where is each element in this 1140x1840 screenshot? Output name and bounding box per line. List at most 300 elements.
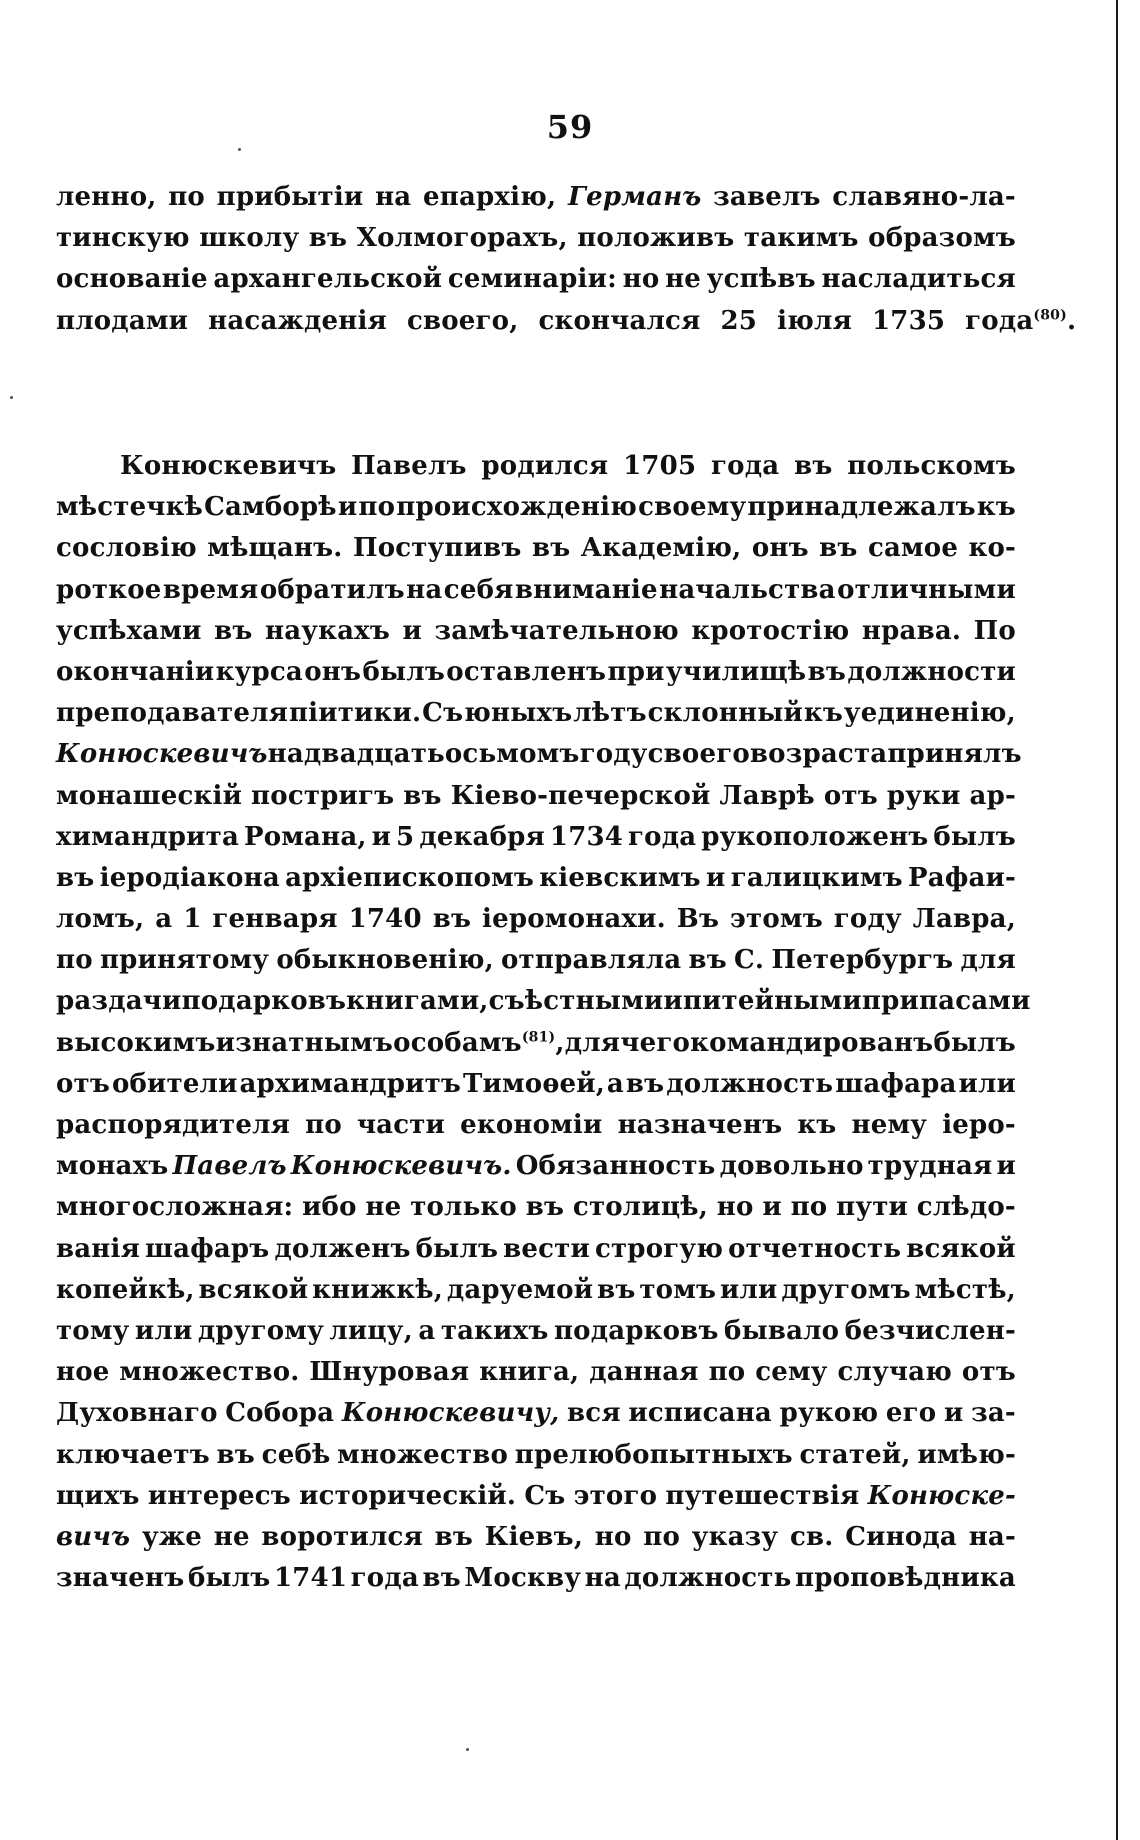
text-line — [56, 487, 1016, 528]
word — [720, 1270, 778, 1311]
word-text: для — [960, 945, 1016, 976]
word — [794, 446, 832, 487]
word-text: самое — [867, 533, 959, 564]
word-text: всякой — [198, 1274, 309, 1305]
word — [120, 446, 336, 487]
word-text: время — [162, 574, 259, 605]
word-text: исписана — [628, 1398, 772, 1429]
word-text: завелъ — [713, 182, 821, 212]
word — [260, 570, 405, 611]
word — [346, 981, 488, 1022]
word — [728, 1229, 901, 1270]
word — [623, 446, 696, 487]
word-text: принадлежалъ — [747, 492, 976, 523]
word — [309, 218, 347, 259]
word-text: обители — [111, 1068, 238, 1099]
text-line — [56, 858, 1016, 899]
word — [155, 899, 172, 940]
word-text: интересъ — [147, 1480, 291, 1511]
text-line — [56, 1558, 1016, 1599]
word-text: въ — [625, 1068, 665, 1099]
word-text: Съ — [422, 698, 464, 729]
word — [799, 1435, 910, 1476]
word — [969, 1517, 1016, 1558]
word-text: отъ — [823, 780, 878, 811]
word-text: своему — [638, 492, 747, 523]
word — [448, 259, 617, 300]
word-text: нему — [851, 1110, 928, 1140]
word — [422, 1558, 460, 1599]
word — [791, 1187, 828, 1228]
word-text: подарковъ — [553, 1315, 719, 1346]
word — [276, 940, 494, 981]
word-text: по — [708, 1357, 746, 1388]
word — [188, 1558, 270, 1599]
word — [868, 1476, 1016, 1517]
word-text: книгами, — [346, 986, 489, 1017]
word — [351, 1558, 419, 1599]
word — [262, 1435, 331, 1476]
word — [852, 1105, 928, 1146]
word-text: и — [996, 1151, 1016, 1182]
word — [648, 734, 750, 775]
word — [56, 1352, 110, 1393]
word — [574, 1476, 658, 1517]
word — [482, 899, 666, 940]
word — [56, 1517, 130, 1558]
word-text: насажденія — [208, 305, 387, 336]
word — [711, 446, 779, 487]
word-text: должность — [624, 1563, 792, 1594]
word-text: значенъ — [56, 1563, 185, 1594]
text-line — [56, 177, 1016, 218]
word-text: монашескій — [56, 780, 243, 811]
word — [312, 1270, 443, 1311]
word — [119, 1352, 299, 1393]
word — [56, 693, 288, 734]
word-text: въ — [308, 223, 348, 254]
word-text: іеро- — [942, 1110, 1016, 1140]
word-text: постригъ — [251, 780, 395, 811]
word — [847, 446, 1016, 487]
word-text: ключаетъ — [56, 1439, 210, 1470]
word — [305, 1105, 342, 1146]
word — [198, 1311, 324, 1352]
word-text: чего — [620, 1027, 690, 1058]
word-text: піитики. — [288, 698, 422, 729]
word-text: Кіевъ, — [484, 1521, 584, 1552]
word — [135, 1311, 193, 1352]
word-text: іеромонахи. — [482, 904, 666, 935]
word-text: былъ — [933, 1027, 1016, 1058]
word-text: преподавателя — [56, 698, 289, 729]
word — [965, 301, 1076, 342]
word — [688, 940, 726, 981]
word — [406, 570, 442, 611]
word — [56, 817, 239, 858]
word-text: долженъ — [274, 1233, 411, 1264]
word — [626, 1064, 664, 1105]
word — [618, 1105, 783, 1146]
word-text: году — [833, 904, 902, 935]
word-text: и — [402, 615, 422, 646]
word — [887, 734, 1021, 775]
word-text: въ — [434, 1521, 474, 1552]
word-text: С. — [734, 945, 765, 976]
word-text: руки — [886, 780, 961, 811]
word — [56, 899, 144, 940]
word — [56, 1476, 140, 1517]
word-text: къ — [976, 492, 1016, 523]
word — [573, 1187, 708, 1228]
word — [148, 1476, 291, 1517]
word — [56, 1558, 184, 1599]
word-text: склонный — [647, 698, 803, 729]
word — [56, 1105, 290, 1146]
word-text: особамъ — [393, 1027, 522, 1058]
word-text: года — [350, 1563, 419, 1594]
word-text: Поступивъ — [352, 533, 522, 564]
word-text: курса — [215, 656, 303, 687]
word — [265, 611, 390, 652]
word — [970, 776, 1016, 817]
word — [56, 218, 190, 259]
word — [797, 1105, 836, 1146]
italic-name: Германъ — [567, 182, 702, 212]
word — [274, 1229, 410, 1270]
word — [291, 1146, 512, 1187]
word — [721, 301, 758, 342]
word — [204, 487, 337, 528]
text-line — [56, 693, 1016, 734]
word-text: не — [665, 264, 702, 295]
word-text: уединенію, — [843, 698, 1016, 729]
word — [962, 1352, 1016, 1393]
word-text: св. — [789, 1521, 834, 1552]
word-text: ленно, — [56, 182, 157, 212]
word — [607, 652, 664, 693]
word — [56, 1146, 168, 1187]
word-text: отъ — [56, 1068, 110, 1099]
word — [974, 611, 1016, 652]
word-text: тому — [56, 1315, 130, 1346]
word-text: къ — [797, 1110, 837, 1140]
word — [577, 218, 734, 259]
word-text: на — [267, 739, 304, 770]
word-text: рукоположенъ — [701, 821, 929, 852]
word-text: Романа, — [243, 821, 367, 852]
word-text: Академію, — [580, 533, 742, 564]
word — [666, 652, 806, 693]
word-text: Лавра, — [912, 904, 1016, 935]
word — [285, 858, 534, 899]
word — [217, 177, 364, 218]
word — [832, 177, 1016, 218]
word — [217, 1435, 255, 1476]
word — [396, 817, 414, 858]
word-text: родился — [481, 451, 609, 481]
word — [844, 693, 1016, 734]
italic-name: Конюскевичъ — [56, 739, 268, 770]
word — [862, 981, 1031, 1022]
word — [755, 1352, 827, 1393]
word-text: юныхъ — [464, 698, 573, 729]
word — [423, 177, 556, 218]
word — [628, 1393, 772, 1434]
word — [251, 776, 394, 817]
word — [503, 1229, 590, 1270]
word-text: польскомъ — [847, 451, 1016, 481]
word — [444, 570, 514, 611]
word-text: декабря — [419, 821, 545, 852]
word-text: статей, — [799, 1439, 911, 1470]
word — [212, 899, 337, 940]
word-text: химандрита — [56, 821, 239, 852]
word — [692, 1517, 779, 1558]
word-text: Собора — [225, 1398, 335, 1429]
word — [665, 259, 701, 300]
text-line — [56, 1435, 1016, 1476]
word — [446, 652, 606, 693]
word — [199, 218, 299, 259]
word — [168, 177, 205, 218]
word-text: тинскую — [56, 223, 190, 254]
word-text: образомъ — [868, 223, 1016, 254]
word — [968, 528, 1016, 569]
word-text: этомъ — [730, 904, 823, 935]
word-text: успѣхами — [56, 615, 202, 646]
word — [701, 817, 928, 858]
word — [628, 817, 696, 858]
word-text: всякой — [906, 1233, 1016, 1264]
text-line — [56, 940, 1016, 981]
word-text: архангельской — [213, 264, 443, 295]
word — [724, 1311, 839, 1352]
word — [304, 652, 361, 693]
word — [597, 1270, 635, 1311]
word-text: вся — [567, 1398, 621, 1429]
word-text: мѣстечкѣ — [56, 492, 204, 523]
word — [434, 611, 678, 652]
word-text: проповѣдника — [794, 1563, 1016, 1594]
word-text: економіи — [460, 1110, 603, 1140]
word — [56, 1064, 110, 1105]
word-text: Конюскевичъ — [120, 451, 337, 481]
word — [691, 611, 849, 652]
word-text: въ — [531, 533, 571, 564]
word — [538, 301, 700, 342]
word-text: томъ — [639, 1274, 717, 1305]
word-text: должности — [847, 656, 1016, 687]
word-text: Съ — [524, 1480, 566, 1511]
text-line — [56, 734, 1022, 775]
text-line — [56, 1187, 1016, 1228]
word-text: . — [1066, 305, 1077, 336]
word-text: возраста — [749, 739, 888, 770]
word — [713, 177, 821, 218]
text-line — [56, 1476, 1016, 1517]
word — [762, 1187, 781, 1228]
word — [933, 817, 1015, 858]
word — [199, 1270, 309, 1311]
word — [567, 1393, 621, 1434]
word-text: обратилъ — [259, 574, 405, 605]
word — [372, 817, 391, 858]
word-text: этого — [573, 1480, 658, 1511]
word — [445, 734, 580, 775]
word — [403, 776, 441, 817]
word — [216, 652, 303, 693]
word-text: множество. — [119, 1357, 300, 1388]
word-text: школу — [199, 223, 300, 254]
word-text: и — [943, 1398, 964, 1429]
word — [720, 1146, 864, 1187]
word — [845, 1517, 957, 1558]
word — [375, 177, 411, 218]
word-text: въ — [422, 1563, 461, 1594]
word-text: іюля — [777, 305, 852, 336]
word-text: по — [305, 1110, 342, 1140]
word — [550, 817, 623, 858]
word — [435, 1517, 473, 1558]
word-text: Петербургъ — [771, 945, 954, 976]
word-text: копейкѣ, — [56, 1274, 195, 1305]
word-text: и — [663, 986, 683, 1017]
word-text: даруемой — [446, 1274, 594, 1305]
word — [847, 652, 1016, 693]
word — [752, 528, 809, 569]
word-text: Холмогорахъ, — [356, 223, 568, 254]
word-text: припасами — [861, 986, 1031, 1017]
word — [942, 1105, 1016, 1146]
word-text: по — [56, 945, 93, 976]
word-text: 1735 — [871, 305, 946, 336]
word-text: назначенъ — [617, 1110, 783, 1140]
word-text: строгую — [594, 1233, 724, 1264]
word-text: , — [555, 1027, 565, 1058]
paragraph-1 — [56, 177, 1077, 342]
word-text: и — [371, 821, 392, 852]
word-text: ибо — [302, 1192, 357, 1223]
word — [56, 1187, 293, 1228]
word — [182, 981, 347, 1022]
word-text: Тимоѳей, — [462, 1068, 605, 1099]
word-text: отличными — [837, 574, 1016, 605]
word-text: по — [643, 1521, 681, 1552]
word-text: семинаріи: — [447, 264, 617, 295]
word-text: Шнуровая — [309, 1357, 470, 1388]
footnote-marker: (80) — [1033, 306, 1067, 323]
word — [464, 693, 572, 734]
word-text: многосложная: — [56, 1192, 294, 1223]
word-text: положивъ — [577, 223, 735, 254]
word — [463, 1064, 605, 1105]
word-text: знатнымъ — [235, 1027, 394, 1058]
word — [56, 858, 94, 899]
word-text: вести — [503, 1233, 590, 1264]
word — [56, 611, 202, 652]
word-text: происхожденію — [396, 492, 638, 523]
word — [821, 259, 1016, 300]
word — [683, 981, 862, 1022]
word-text: лѣтъ — [573, 698, 647, 729]
word-text: случаю — [837, 1357, 953, 1388]
footnote-marker: (81) — [521, 1028, 556, 1045]
word-text: насладиться — [821, 264, 1016, 295]
word — [834, 899, 902, 940]
word-text: году — [579, 739, 648, 770]
word — [913, 899, 1016, 940]
word — [353, 528, 522, 569]
word-text: сему — [755, 1357, 828, 1388]
word-text: распорядителя — [56, 1110, 291, 1140]
word — [944, 1393, 963, 1434]
word — [214, 1517, 250, 1558]
italic-name: Конюскевичъ. — [290, 1151, 512, 1182]
word-text: такимъ — [743, 223, 859, 254]
print-speck — [10, 396, 13, 399]
word-text: монахъ — [56, 1151, 169, 1182]
word — [750, 734, 887, 775]
text-line — [56, 1311, 1016, 1352]
word-text: отчетность — [728, 1233, 902, 1264]
word — [216, 1023, 235, 1064]
word-text: сословію — [56, 533, 197, 564]
print-speck — [466, 1748, 469, 1751]
word-text: успѣвъ — [706, 264, 816, 295]
word — [526, 1187, 564, 1228]
word-text: мѣщанъ. — [207, 533, 343, 564]
word-text: данная — [589, 1357, 699, 1388]
word-text: лицу, — [329, 1315, 413, 1346]
word-text: питейными — [682, 986, 862, 1017]
word — [663, 981, 682, 1022]
word — [977, 487, 1016, 528]
word-text: и — [337, 492, 358, 523]
word — [213, 259, 442, 300]
word — [173, 1146, 287, 1187]
word-text: осьмомъ — [444, 739, 580, 770]
page-edge-rule — [1116, 0, 1118, 1840]
word — [433, 899, 471, 940]
word — [790, 1517, 834, 1558]
word — [771, 940, 953, 981]
word-text: другомъ — [781, 1274, 911, 1305]
word — [363, 652, 445, 693]
word — [620, 1023, 690, 1064]
word-text: бывало — [724, 1315, 840, 1346]
word-text: въ — [794, 451, 833, 481]
word — [595, 1229, 723, 1270]
text-line — [56, 1352, 1016, 1393]
word — [665, 1476, 859, 1517]
word-text: епархію, — [423, 182, 557, 212]
word — [358, 487, 395, 528]
text-line — [56, 259, 1016, 300]
word — [235, 1023, 393, 1064]
word — [624, 1558, 791, 1599]
word-text: своего, — [406, 305, 519, 336]
word — [706, 858, 725, 899]
word — [410, 1187, 517, 1228]
text-line — [56, 1270, 1016, 1311]
word-text: въ — [525, 1192, 565, 1223]
word — [868, 528, 958, 569]
text-line — [56, 570, 1016, 611]
word — [568, 177, 702, 218]
word — [337, 1435, 508, 1476]
word-text: командированъ — [690, 1027, 934, 1058]
